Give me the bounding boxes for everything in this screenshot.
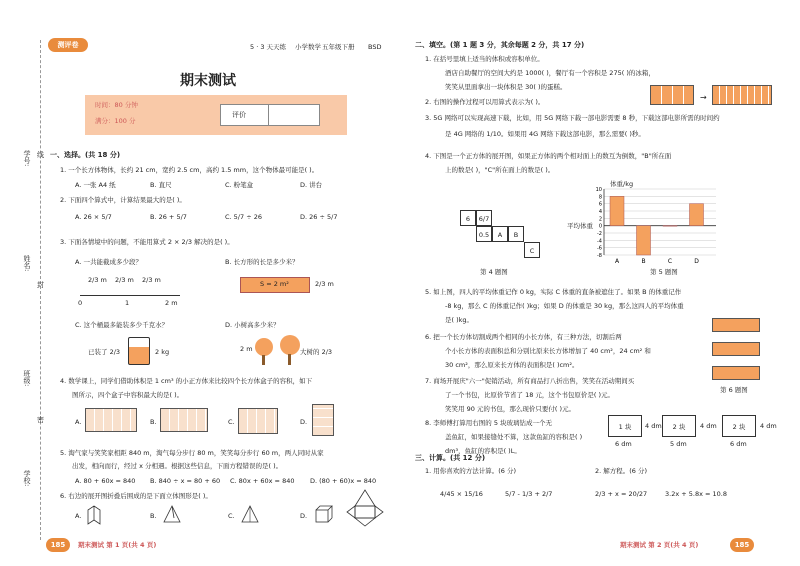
weight-bar-chart: [590, 185, 720, 265]
seal-mark-2: 密: [37, 416, 44, 424]
glass-dim-5: 6 dm: [730, 440, 747, 448]
s2-q6-text: 6. 把一个长方体切割成两个相同的小长方体，有三种方法，切割后两: [425, 333, 622, 341]
q1-option-a[interactable]: A. 一张 A4 纸: [75, 181, 116, 189]
s2-q5-text-2: -8 kg，那么 C 的体重记作( )kg；如果 D 的体重是 30 kg，那么这四人的平均体重: [445, 302, 684, 310]
binding-line: [40, 40, 41, 540]
student-no-label: 学号:: [23, 150, 31, 167]
chart-ytick: -8: [597, 253, 602, 259]
s2-q8-text: 8. 李师傅打算用右图的 5 块玻璃钻成一个无: [425, 419, 553, 427]
q3c-weight-label: 2 kg: [155, 348, 170, 356]
net-cell-a: A: [492, 226, 508, 242]
chart-ytick: 8: [598, 194, 602, 201]
chart-ytick: -6: [597, 245, 602, 252]
s2-q1-line-a: 酒店自助餐厅的空间大约是 1000( )，餐厅有一个容积是 275( )的冰箱，: [445, 69, 655, 77]
q3-option-b[interactable]: B. 长方形的长是多少米？: [225, 258, 299, 266]
tree-small-trunk: [262, 355, 265, 365]
q5-option-b[interactable]: B. 840 ÷ x = 80 + 60: [150, 477, 221, 485]
name-label: 姓名:: [23, 255, 31, 272]
s2-q5-text: 5. 如上图，四人的平均体重记作 0 kg，实际 C 体重的直条被遮住了。如果 B 的体重记作: [425, 288, 682, 296]
q6-caption: 第 6 题图: [720, 386, 748, 394]
s2-q7-text: 7. 商场开展庆"六一"促销活动，所有商品打八折出售，笑笑在活动期间买: [425, 377, 635, 385]
q4-option-a[interactable]: A.: [75, 418, 82, 426]
glass-piece-3: 2 块: [722, 415, 756, 437]
s2-q2-text: 2. 右图的操作过程可以用算式表示为( )。: [425, 98, 545, 106]
chart-bar-D: [690, 204, 704, 226]
s2-q6-text-2: 个小长方体的表面积总和分别比原来长方体增加了 40 cm²，24 cm² 和: [445, 347, 651, 355]
q5-caption: 第 5 题图: [650, 268, 678, 276]
logo-badge: 测评卷: [48, 38, 88, 52]
chart-ytick: 6: [598, 201, 602, 208]
chart-ytick: 4: [598, 209, 602, 215]
q3d-ratio-label: 大树的 2/3: [300, 348, 333, 356]
q1-text: 1. 一个长方体物体，长约 21 cm，宽约 2.5 cm，高约 1.5 mm，这个物体最可能是( )。: [60, 166, 319, 174]
s2-q3-text: 3. 5G 网络可以实现高速下载，比如，用 5G 网络下载一部电影需要 8 秒，下载这部电影所需的时间约: [425, 114, 720, 122]
q4-option-d[interactable]: D.: [300, 418, 308, 426]
q3a-number-line: [80, 295, 180, 296]
net-cell-0-5: 0.5: [476, 226, 492, 242]
edition-name: BSD: [368, 43, 382, 51]
q3-option-c[interactable]: C. 这个桶最多能装多少千克水？: [75, 321, 169, 329]
left-footer-label: 期末测试 第 1 页(共 4 页): [78, 541, 157, 549]
review-label: 评价: [232, 111, 246, 119]
chart-ytick: -4: [597, 238, 602, 245]
glass-dim-4: 4 dm: [700, 422, 717, 430]
chart-bar-C: [663, 226, 677, 227]
chart-bar-B: [637, 226, 651, 255]
net-cell-c: C: [524, 242, 540, 258]
q2-fraction-bar-2: [712, 85, 772, 105]
q4-option-b[interactable]: B.: [150, 418, 157, 426]
glass-dim-3: 5 dm: [670, 440, 687, 448]
line-mark: 线: [37, 151, 44, 159]
q3a-tick-2: 2 m: [165, 299, 178, 307]
q1-option-c[interactable]: C. 粉笔盒: [225, 181, 254, 189]
prism-icon: [86, 504, 102, 526]
s2-q8-text-3: dm³，鱼缸的容积是( )L。: [445, 447, 521, 455]
q6-text: 6. 右边的展开图折叠后围成的是下面立体图形是( )。: [60, 492, 212, 500]
bucket-icon: [128, 337, 150, 365]
chart-xtick-C: C: [667, 258, 673, 265]
tree-big-icon: [280, 335, 300, 355]
s3-q1-text: 1. 用你喜欢的方法计算。(6 分): [425, 467, 517, 475]
review-divider: [268, 104, 269, 126]
q3-text: 3. 下面各情境中的问题，不能用算式 2 × 2/3 解决的是( )。: [60, 238, 234, 246]
s2-q8-text-2: 盖鱼缸，如果接缝处不算，这款鱼缸的容积是( ): [445, 433, 583, 441]
tree-big-trunk: [288, 354, 291, 365]
q2-option-a[interactable]: A. 26 × 5/7: [75, 213, 112, 221]
q3a-tick-1: 1: [125, 299, 130, 307]
chart-xtick-A: A: [614, 258, 620, 265]
s2-q1-text: 1. 在括号里填上适当的体积或容积单位。: [425, 55, 544, 63]
q3a-tick-0: 0: [78, 299, 83, 307]
q2-option-c[interactable]: C. 5/7 ÷ 26: [225, 213, 262, 221]
glass-dim-6: 4 dm: [760, 422, 777, 430]
chart-ytick: 2: [598, 216, 602, 223]
cut-block-3: [712, 366, 760, 380]
grade-name: 五年级下册: [322, 43, 355, 51]
q2-text: 2. 下面四个算式中，计算结果最大的是( )。: [60, 196, 186, 204]
chart-bar-A: [610, 196, 624, 225]
arrow-icon: →: [700, 93, 707, 102]
net-cell-6-7: 6/7: [476, 210, 492, 226]
section2-title: 二、填空。(第 1 题 3 分，其余每题 2 分，共 17 分): [415, 41, 585, 49]
net-diagram-icon: [345, 488, 385, 528]
left-page-number: 185: [46, 538, 70, 552]
time-label: 时间：80 分钟: [95, 101, 138, 109]
score-label: 满分：100 分: [95, 117, 136, 125]
q3b-side-label: 2/3 m: [315, 280, 334, 288]
s2-q3-text-2: 是 4G 网络的 1/10。如果用 4G 网络下载这部电影，那么需要( )秒。: [445, 130, 645, 138]
section1-title: 一、选择。(共 18 分): [50, 151, 121, 159]
q3d-height-label: 2 m: [240, 345, 253, 353]
section3-title: 三、计算。(共 12 分): [415, 454, 486, 462]
q6-option-d[interactable]: D.: [300, 512, 308, 520]
q5-text: 5. 淘气家与笑笑家相距 840 m，淘气每分步行 80 m，笑笑每分步行 60 m，两人同时从家: [60, 449, 324, 457]
q6-option-c[interactable]: C.: [228, 512, 235, 520]
q5-option-c[interactable]: C. 80x + 60x = 840: [230, 477, 295, 485]
expr-2: 5/7 - 1/3 + 2/7: [505, 490, 553, 498]
q2-option-b[interactable]: B. 26 + 5/7: [150, 213, 187, 221]
q3-option-d[interactable]: D. 小树高多少米？: [225, 321, 280, 329]
chart-ytick: 0: [598, 223, 602, 230]
q4-text-2: 图所示，四个盒子中容积最大的是( )。: [72, 391, 184, 399]
page-title: 期末测试: [180, 73, 236, 89]
q3a-label-2: 2/3 m: [115, 276, 134, 284]
box-c-icon: [238, 408, 278, 434]
q3-option-a[interactable]: A. 一共能截成多少段？: [75, 258, 142, 266]
chart-avg-label: 平均体重: [567, 222, 593, 230]
q5-text-2: 出发，相向而行，经过 x 分相遇。根据这些信息，下面方程错误的是( )。: [72, 462, 283, 470]
chart-title: 体重/kg: [610, 180, 634, 188]
tree-small-icon: [255, 338, 273, 356]
expr-4: 3.2x + 5.8x = 10.8: [665, 490, 727, 498]
glass-dim-2: 4 dm: [645, 422, 662, 430]
series-name: 5 · 3 天天练: [250, 43, 287, 51]
q6-option-a[interactable]: A.: [75, 512, 82, 520]
box-a-icon: [85, 408, 137, 432]
right-page-number: 185: [730, 538, 754, 552]
q5-option-a[interactable]: A. 80 + 60x = 840: [75, 477, 136, 485]
s2-q7-text-2: 了一个书包，比原价节省了 18 元，这个书包原价是( )元。: [445, 391, 615, 399]
q5-option-d[interactable]: D. (80 + 60)x = 840: [310, 477, 377, 485]
right-footer-label: 期末测试 第 2 页(共 4 页): [620, 541, 699, 549]
q4-option-c[interactable]: C.: [228, 418, 235, 426]
s2-q4-text-2: 上的数是( )，"C"所在面上的数是( )。: [445, 166, 555, 174]
cube-icon: [314, 504, 334, 524]
q4-caption: 第 4 题图: [480, 268, 508, 276]
glass-piece-2: 2 块: [662, 415, 696, 437]
q1-option-d[interactable]: D. 讲台: [300, 181, 323, 189]
q3a-label-3: 2/3 m: [142, 276, 161, 284]
cut-block-1: [712, 318, 760, 332]
q3a-label-1: 2/3 m: [88, 276, 107, 284]
chart-ytick: -2: [597, 231, 602, 237]
tetrahedron-icon: [240, 504, 260, 524]
s3-q2-text: 2. 解方程。(6 分): [595, 467, 648, 475]
class-label: 班级:: [23, 370, 31, 387]
q2-option-d[interactable]: D. 26 ÷ 5/7: [300, 213, 338, 221]
q6-option-b[interactable]: B.: [150, 512, 157, 520]
q1-option-b[interactable]: B. 直尺: [150, 181, 172, 189]
net-cell-6: 6: [460, 210, 476, 226]
box-d-icon: [312, 404, 334, 436]
school-label: 学校:: [23, 470, 31, 487]
glass-dim-1: 6 dm: [615, 440, 632, 448]
q3b-area-label: S = 2 m²: [260, 280, 289, 288]
box-b-icon: [160, 408, 208, 432]
expr-1: 4/45 × 15/16: [440, 490, 483, 498]
s2-q1-line-b: 笑笑从里面拿出一块体积是 30( )的蛋糕。: [445, 83, 567, 91]
subject-name: 小学数学: [295, 43, 321, 51]
expr-3: 2/3 + x = 20/27: [595, 490, 648, 498]
s2-q6-text-3: 30 cm²，那么原来长方体的表面积是( )cm²。: [445, 361, 579, 369]
chart-xtick-B: B: [641, 258, 646, 265]
chart-ytick: 10: [595, 187, 602, 193]
q4-text: 4. 数学课上，同学们借助体积是 1 cm³ 的小正方体来比较四个长方体盒子的容积，如下: [60, 377, 313, 385]
cut-block-2: [712, 342, 760, 356]
q3c-filled-label: 已装了 2/3: [88, 348, 121, 356]
s2-q4-text: 4. 下图是一个正方体的展开图，如果正方体的两个相对面上的数互为倒数，"B"所在面: [425, 152, 672, 160]
s2-q5-text-3: 是( )kg。: [445, 316, 474, 324]
pyramid-icon: [162, 504, 182, 524]
net-cell-b: B: [508, 226, 524, 242]
chart-xtick-D: D: [694, 258, 699, 265]
s2-q7-text-3: 笑笑用 90 元的书包，那么现价只要付( )元。: [445, 405, 576, 413]
glass-piece-1: 1 块: [608, 415, 642, 437]
seal-mark: 封: [37, 281, 44, 289]
q2-fraction-bar-1: [650, 85, 694, 105]
